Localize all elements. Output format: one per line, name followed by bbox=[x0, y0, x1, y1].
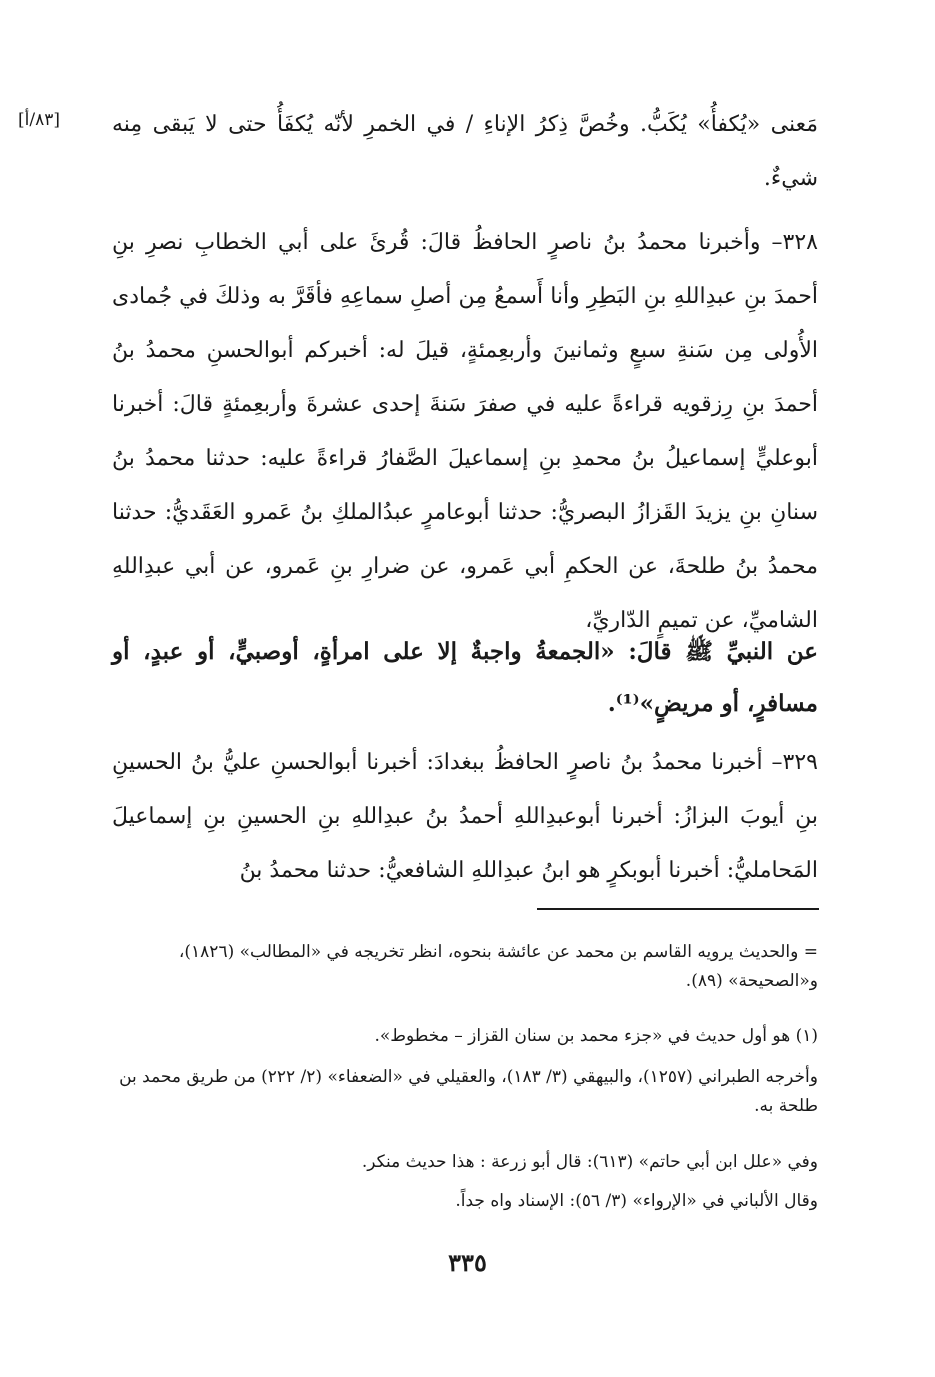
footnote-1: (١) هو أول حديث في «جزء محمد بن سنان القزاز – مخطوط». bbox=[374, 1026, 818, 1046]
paragraph-329: ٣٢٩– أخبرنا محمدُ بنُ ناصرٍ الحافظُ ببغدادَ: أخبرنا أبوالحسنِ عليُّ بنُ الحسينِ بنِ أيوبَ البزازُ: أخبرنا أبوعبدِاللهِ أحمدُ بنُ عبدِاللهِ بنِ الحسينِ بنِ إسماعيلَ المَحامليُّ: أخبرنا أبوبكرٍ هو ابنُ عبدِاللهِ الشافعيُّ: حدثنا محمدُ بنُ bbox=[112, 750, 818, 883]
margin-folio-reference: [٨٣/أ] bbox=[18, 110, 60, 130]
footnote-1-ilal: وفي «علل ابن أبي حاتم» (٦١٣): قال أبو زرعة : هذا حديث منكر. bbox=[361, 1152, 818, 1172]
intro-paragraph: مَعنى «يُكفأُ» يُكَبُّ. وخُصَّ ذِكرُ الإناءِ / في الخمرِ لأنّه يُكفَأُ حتى لا يَبقى مِنه شيءٌ. bbox=[112, 112, 818, 191]
footnote-1-albani: وقال الألباني في «الإرواء» (٣/ ٥٦): الإسناد واه جداً. bbox=[455, 1191, 818, 1211]
footnote-1-tabarani: وأخرجه الطبراني (١٢٥٧)، والبيهقي (٣/ ١٨٣)، والعقيلي في «الضعفاء» (٢/ ٢٢٢) من طريق محمد بن طلحة به. bbox=[119, 1067, 818, 1116]
page-number: ٣٣٥ bbox=[448, 1248, 487, 1277]
hadith-text: عن النبيِّ ﷺ قالَ: «الجمعةُ واجبةٌ إلا على امرأةٍ، أوصبيٍّ، أو عبدٍ، أو مسافرٍ، أو مريضٍ»⁽¹⁾. bbox=[112, 638, 818, 717]
paragraph-328: ٣٢٨– وأخبرنا محمدُ بنُ ناصرٍ الحافظُ قالَ: قُرئَ على أبي الخطابِ نصرِ بنِ أحمدَ بنِ عبدِاللهِ بنِ البَطِرِ وأنا أَسمعُ مِن أصلِ سماعِهِ فأقَرَّ به وذلكَ في جُمادى الأُولى مِن سَنةِ سبعٍ وثمانينَ وأربعِمئةٍ، قيلَ له: أخبركم أبوالحسنِ محمدُ بنُ أحمدَ بنِ رِزقويه قراءةً عليه في صفرَ سَنةَ إحدى عشرةَ وأربعِمئةٍ قالَ: أخبرنا أبوعليٍّ إسماعيلُ بنُ محمدِ بنِ إسماعيلَ الصَّفارُ قراءةً عليه: حدثنا محمدُ بنُ سنانِ بنِ يزيدَ القَزازُ البصريُّ: حدثنا أبوعامرٍ عبدُالملكِ بنُ عَمرو العَقَديُّ: حدثنا محمدُ بنُ طلحةَ، عن الحكمِ أبي عَمرو، عن ضرارِ بنِ عَمرو، عن أبي عبدِاللهِ الشاميِّ، عن تميمٍ الدّاريِّ، bbox=[112, 230, 818, 633]
footnote-continuation: = والحديث يرويه القاسم بن محمد عن عائشة بنحوه، انظر تخريجه في «المطالب» (١٨٢٦)، و«الصحيحة» (٨٩). bbox=[178, 942, 818, 991]
footnote-separator bbox=[537, 908, 819, 910]
